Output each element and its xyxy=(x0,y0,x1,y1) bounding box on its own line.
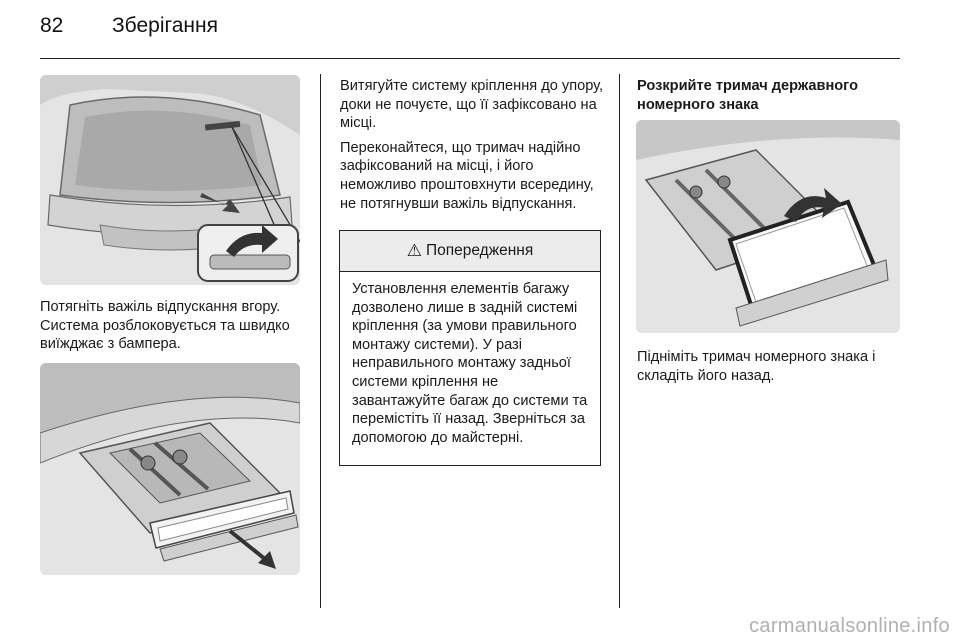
watermark: carmanualsonline.info xyxy=(749,615,950,637)
warning-body: Установлення елементів багажу дозволено лише в задній системі кріплення (за умови правильного монтажу системи). У разі неправильного монтажу задньої системи кріплення не завантажуйте багаж до системи та перемістіть її назад. Зверніться за допомогою до майстерні. xyxy=(352,281,588,446)
col2-text xyxy=(340,77,605,219)
page-header xyxy=(40,14,218,38)
page-number: 82 xyxy=(40,14,64,37)
warning-box xyxy=(339,230,601,466)
col3-caption: Підніміть тримач номерного знака і складіть його назад. xyxy=(637,349,876,384)
column-divider-1 xyxy=(320,74,321,608)
column-divider-2 xyxy=(619,74,620,608)
figure-license-holder xyxy=(636,120,900,333)
figure-carrier-extended xyxy=(40,363,300,575)
warning-title-bar xyxy=(340,231,600,272)
figure-release-lever xyxy=(40,75,300,285)
col2-paragraph-1: Витягуйте систему кріплення до упору, доки не почуєте, що її зафіксовано на місці. xyxy=(340,78,604,132)
col2-paragraph-2: Переконайтеся, що тримач надійно зафіксований на місці, і його неможливо проштовхнути всередину, не потягнувши важіль відпускання. xyxy=(340,139,594,212)
warning-triangle-icon: ⚠ xyxy=(406,241,422,260)
col3-heading: Розкрийте тримач державного номерного знака xyxy=(637,78,858,113)
warning-title: Попередження xyxy=(426,242,534,259)
caption-col1: Потягніть важіль відпускання вгору. Система розблоковується та швидко виїжджає з бампера. xyxy=(40,299,290,353)
header-rule xyxy=(40,58,900,59)
page-title: Зберігання xyxy=(112,14,218,37)
